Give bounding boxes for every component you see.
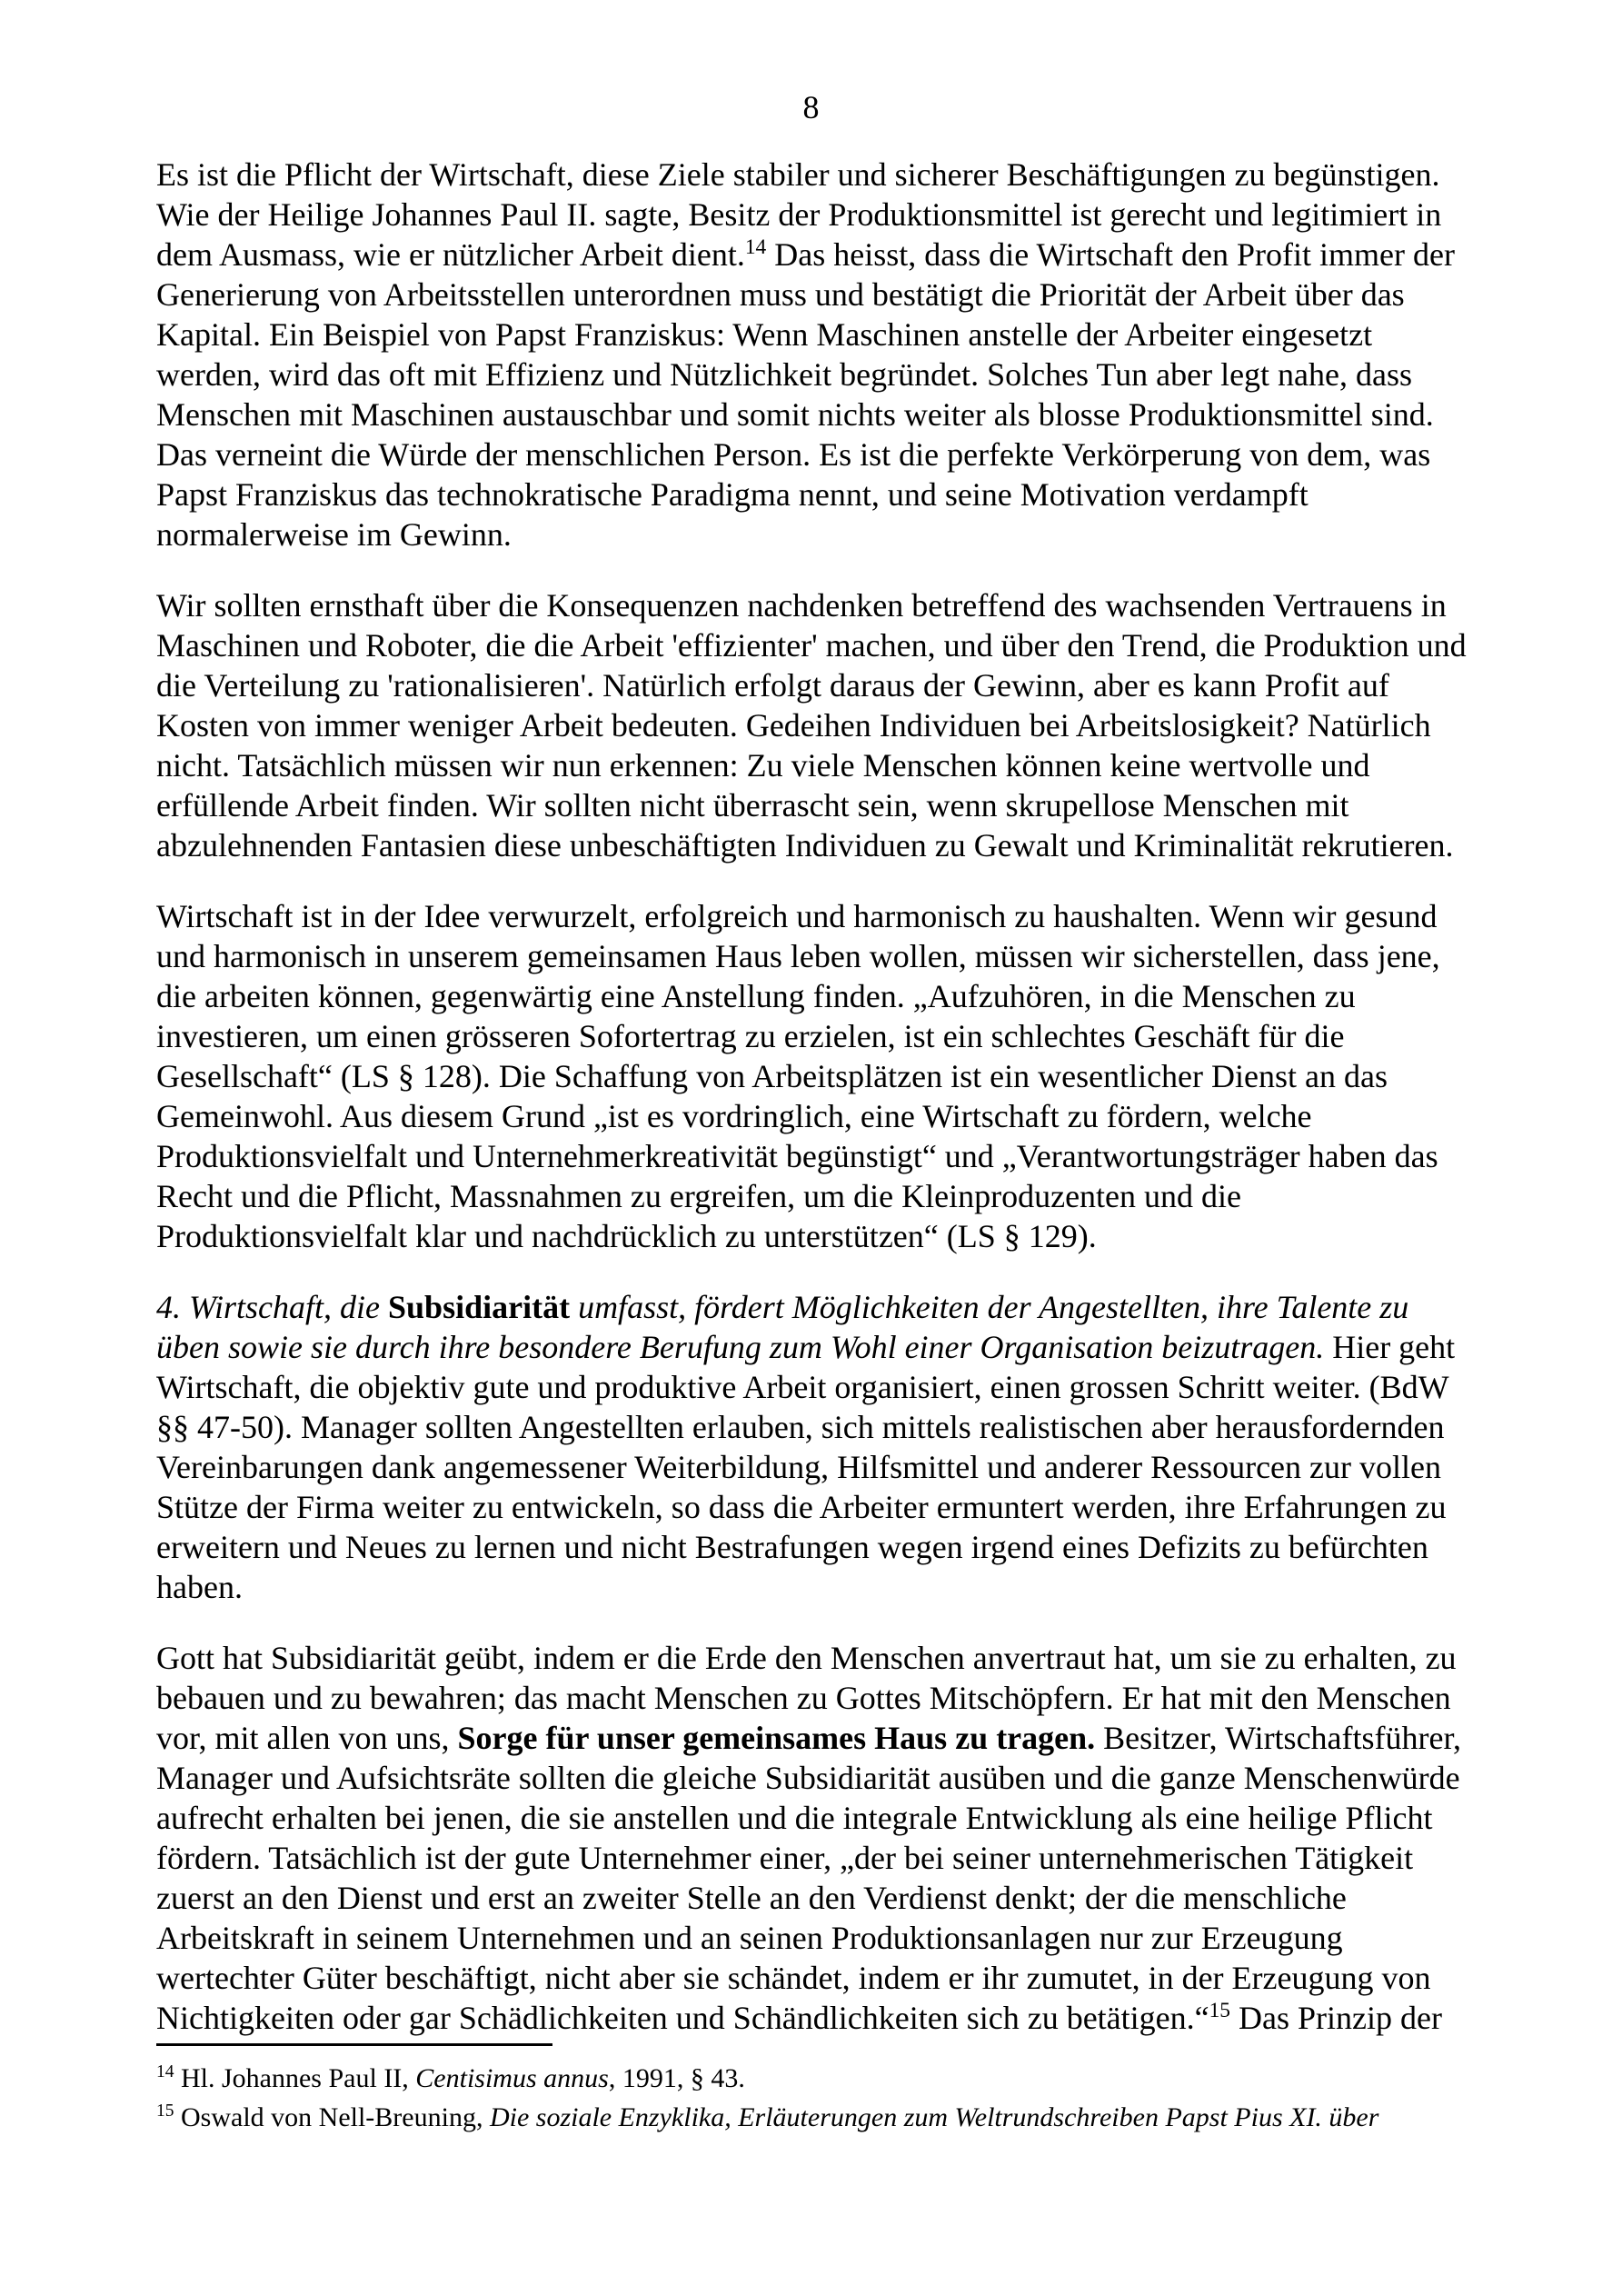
text-run: Das heisst, dass die Wirtschaft den Profit immer der Generierung von Arbeitsstellen unterordnen muss und bestätigt die Priorität der Arbeit über das Kapital. Ein Beispiel von Papst Franziskus: Wenn Maschinen anstelle der Arbeiter eingesetzt werden, wird das oft mit Effizienz und Nützlichkeit begründet. Solches Tun aber legt nahe, dass Menschen mit Maschinen austauschbar und somit nichts weiter als blosse Produktionsmittel sind. Das verneint die Würde der menschlichen Person. Es ist die perfekte Verkörperung von dem, was Papst Franziskus das technokratische Paradigma nennt, und seine Motivation verdampft normalerweise im Gewinn. — [156, 236, 1455, 553]
document-body — [156, 155, 1472, 2069]
paragraph — [156, 1287, 1472, 1607]
paragraph — [156, 585, 1472, 865]
footnote-area — [156, 2043, 1472, 2137]
text-run: 4. Wirtschaft, die — [156, 1289, 388, 1325]
text-run: Oswald von Nell-Breuning, — [174, 2102, 490, 2132]
text-run: 14 — [156, 2062, 174, 2081]
text-run: Wir sollten ernsthaft über die Konsequenzen nachdenken betreffend des wachsenden Vertrauens in Maschinen und Roboter, die die Arbeit 'effizienter' machen, und über den Trend, die Produktion und die Verteilung zu 'rationalisieren'. Natürlich erfolgt daraus der Gewinn, aber es kann Profit auf Kosten von immer weniger Arbeit bedeuten. Gedeihen Individuen bei Arbeitslosigkeit? Natürlich nicht. Tatsächlich müssen wir nun erkennen: Zu viele Menschen können keine wertvolle und erfüllende Arbeit finden. Wir sollten nicht überrascht sein, wenn skrupellose Menschen mit abzulehnenden Fantasien diese unbeschäftigten Individuen zu Gewalt und Kriminalität rekrutieren. — [156, 587, 1467, 863]
text-run: Besitzer, Wirtschaftsführer, Manager und Aufsichtsräte sollten die gleiche Subsidiarität ausüben und die ganze Menschenwürde aufrecht erhalten bei jenen, die sie anstellen und die integrale Entwicklung als eine heilige Pflicht fördern. Tatsächlich ist der gute Unternehmer einer, „der bei seiner unternehmerischen Tätigkeit zuerst an den Dienst und erst an zweiter Stelle an den Verdienst denkt; der die menschliche Arbeitskraft in seinem Unternehmen und an seinen Produktionsanlagen nur zur Erzeugung wertechter Güter beschäftigt, nicht aber sie schändet, indem er ihr zumutet, in der Erzeugung von Nichtigkeiten oder gar Schädlichkeiten und Schändlichkeiten sich zu betätigen.“ — [156, 1720, 1462, 2036]
text-run: Hier geht Wirtschaft, die objektiv gute und produktive Arbeit organisiert, einen grossen Schritt weiter. (BdW §§ 47-50). Manager sollten Angestellten erlauben, sich mittels realistischen aber herausfordernden Vereinbarungen dank angemessener Weiterbildung, Hilfsmittel und anderer Ressourcen zur vollen Stütze der Firma weiter zu entwickeln, so dass die Arbeiter ermuntert werden, ihre Erfahrungen zu erweitern und Neues zu lernen und nicht Bestrafungen wegen irgend eines Defizits zu befürchten haben. — [156, 1329, 1456, 1605]
text-run: 15 — [1209, 1999, 1230, 2022]
paragraph — [156, 1638, 1472, 2038]
page-number: 8 — [802, 89, 820, 125]
footnote-separator — [156, 2043, 552, 2046]
text-run: Die soziale Enzyklika, Erläuterungen zum Weltrundschreiben Papst Pius XI. über — [489, 2102, 1379, 2132]
paragraph — [156, 155, 1472, 554]
text-run: Subsidiarität — [388, 1289, 571, 1325]
text-run: 14 — [744, 235, 767, 259]
paragraph — [156, 896, 1472, 1256]
text-run: 15 — [156, 2101, 174, 2121]
text-run: Wirtschaft ist in der Idee verwurzelt, erfolgreich und harmonisch zu haushalten. Wenn wir gesund und harmonisch in unserem gemeinsamen Haus leben wollen, müssen wir sicherstellen, dass jene, die arbeiten können, gegenwärtig eine Anstellung finden. „Aufzuhören, in die Menschen zu investieren, um einen grösseren Sofortertrag zu erzielen, ist ein schlechtes Geschäft für die Gesellschaft“ (LS § 128). Die Schaffung von Arbeitsplätzen ist ein wesentlicher Dienst an das Gemeinwohl. Aus diesem Grund „ist es vordringlich, eine Wirtschaft zu fördern, welche Produktionsvielfalt und Unternehmerkreativität begünstigt“ und „Verantwortungsträger haben das Recht und die Pflicht, Massnahmen zu ergreifen, um die Kleinproduzenten und die Produktionsvielfalt klar und nachdrücklich zu unterstützen“ (LS § 129). — [156, 898, 1440, 1254]
footnote — [156, 2098, 1472, 2137]
footnote-list — [156, 2059, 1472, 2137]
text-run: Centisimus annus — [415, 2063, 609, 2093]
text-run: Es ist die Pflicht der Wirtschaft, diese Ziele stabiler und sicherer Beschäftigungen zu begünstigen. Wie der Heilige Johannes Paul II. sagte, Besitz der Produktionsmittel ist gerecht und legitimiert in dem Ausmass, wie er nützlicher Arbeit dient. — [156, 156, 1442, 273]
text-run: Sorge für unser gemeinsames Haus zu tragen. — [457, 1720, 1096, 1756]
text-run: umfasst, fördert Möglichkeiten der Angestellten, ihre Talente zu üben sowie sie durch ihre besondere Berufung zum Wohl einer Organisation beizutragen. — [156, 1289, 1409, 1365]
text-run: Hl. Johannes Paul II, — [174, 2063, 416, 2093]
text-run: Gott hat Subsidiarität geübt, indem er die Erde den Menschen anvertraut hat, um sie zu erhalten, zu bebauen und zu bewahren; das macht Menschen zu Gottes Mitschöpfern. Er hat mit den Menschen vor, mit allen von uns, — [156, 1640, 1457, 1756]
text-run: Das Prinzip der — [1230, 2000, 1442, 2036]
footnote — [156, 2059, 1472, 2098]
text-run: , 1991, § 43. — [608, 2063, 745, 2093]
